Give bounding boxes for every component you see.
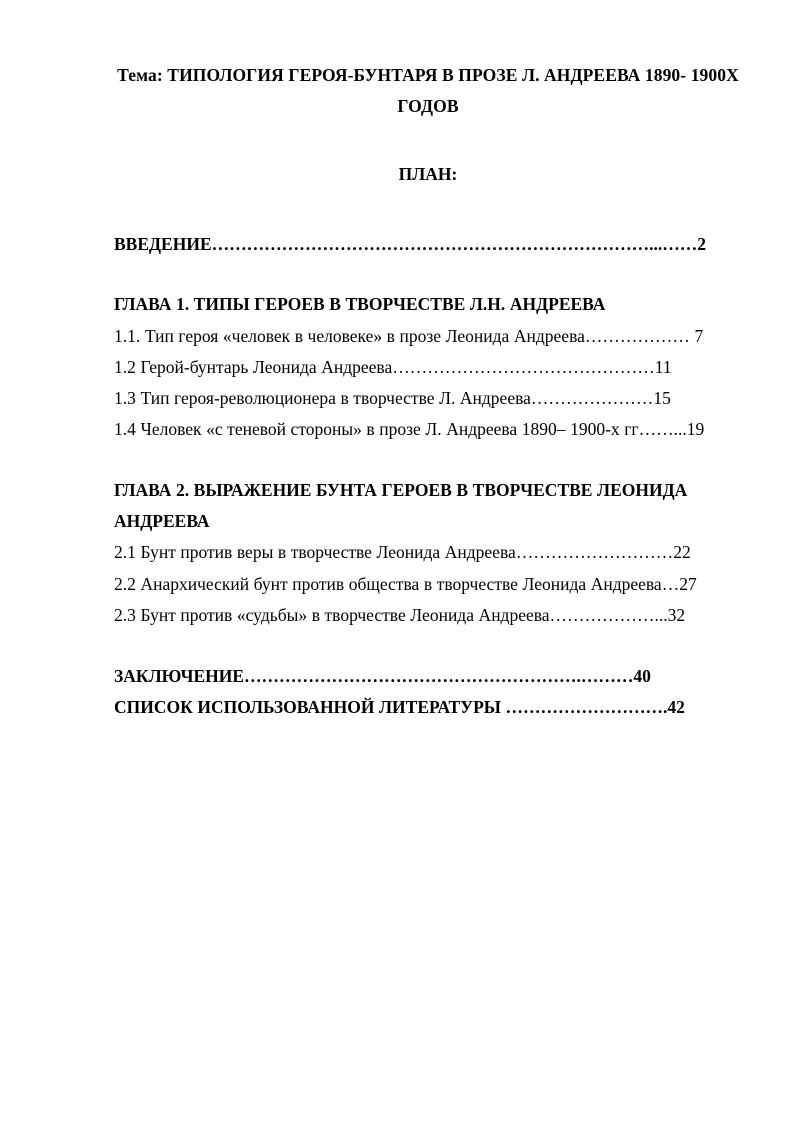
toc-entry-1-2[interactable]: 1.2 Герой-бунтарь Леонида Андреева………………………………………11 bbox=[114, 356, 672, 377]
toc-entry-2-2[interactable]: 2.2 Анархический бунт против общества в творчестве Леонида Андреева…27 bbox=[114, 573, 697, 594]
spacer-before-introduction bbox=[114, 185, 742, 229]
plan-heading: ПЛАН: bbox=[398, 164, 458, 185]
spacer-before-chapter1 bbox=[114, 260, 742, 289]
document-title-line2: 1900Х ГОДОВ bbox=[397, 65, 739, 117]
document-title-prefix: Тема: bbox=[117, 65, 163, 85]
toc-entry-1-1[interactable]: 1.1. Тип героя «человек в человеке» в прозе Леонида Андреева……………… 7 bbox=[114, 325, 704, 346]
toc-entry-introduction[interactable]: ВВЕДЕНИЕ…………………………………………………………………...……2 bbox=[114, 234, 707, 255]
document-title bbox=[114, 60, 742, 122]
toc-entry-bibliography[interactable]: СПИСОК ИСПОЛЬЗОВАННОЙ ЛИТЕРАТУРЫ ……………………….42 bbox=[114, 696, 685, 717]
toc-heading-chapter1[interactable]: ГЛАВА 1. ТИПЫ ГЕРОЕВ В ТВОРЧЕСТВЕ Л.Н. АНДРЕЕВА bbox=[114, 294, 606, 315]
toc-heading-chapter2[interactable] bbox=[114, 475, 742, 537]
toc-entry-2-3[interactable]: 2.3 Бунт против «судьбы» в творчестве Леонида Андреева………………...32 bbox=[114, 604, 686, 625]
spacer-before-conclusion bbox=[114, 631, 742, 661]
document-body bbox=[114, 60, 742, 723]
spacer-before-chapter2 bbox=[114, 445, 742, 475]
toc-entry-1-4[interactable]: 1.4 Человек «с теневой стороны» в прозе Л. Андреева 1890– 1900-х гг……...19 bbox=[114, 418, 705, 439]
toc-entry-1-3[interactable]: 1.3 Тип героя-революционера в творчестве Л. Андреева…………………15 bbox=[114, 387, 671, 408]
table-of-contents bbox=[114, 229, 742, 723]
document-title-text-line1: ТИПОЛОГИЯ ГЕРОЯ-БУНТАРЯ В ПРОЗЕ Л. АНДРЕЕВА 1890- bbox=[167, 65, 687, 85]
toc-heading-chapter2-line1: ГЛАВА 2. ВЫРАЖЕНИЕ БУНТА ГЕРОЕВ В ТВОРЧЕСТВЕ ЛЕОНИДА bbox=[114, 480, 688, 501]
toc-heading-chapter2-line2: АНДРЕЕВА bbox=[114, 511, 210, 532]
toc-entry-2-1[interactable]: 2.1 Бунт против веры в творчестве Леонида Андреева………………………22 bbox=[114, 542, 691, 563]
toc-entry-conclusion[interactable]: ЗАКЛЮЧЕНИЕ………………………………………………….………40 bbox=[114, 665, 651, 686]
document-title-line1 bbox=[117, 65, 686, 85]
